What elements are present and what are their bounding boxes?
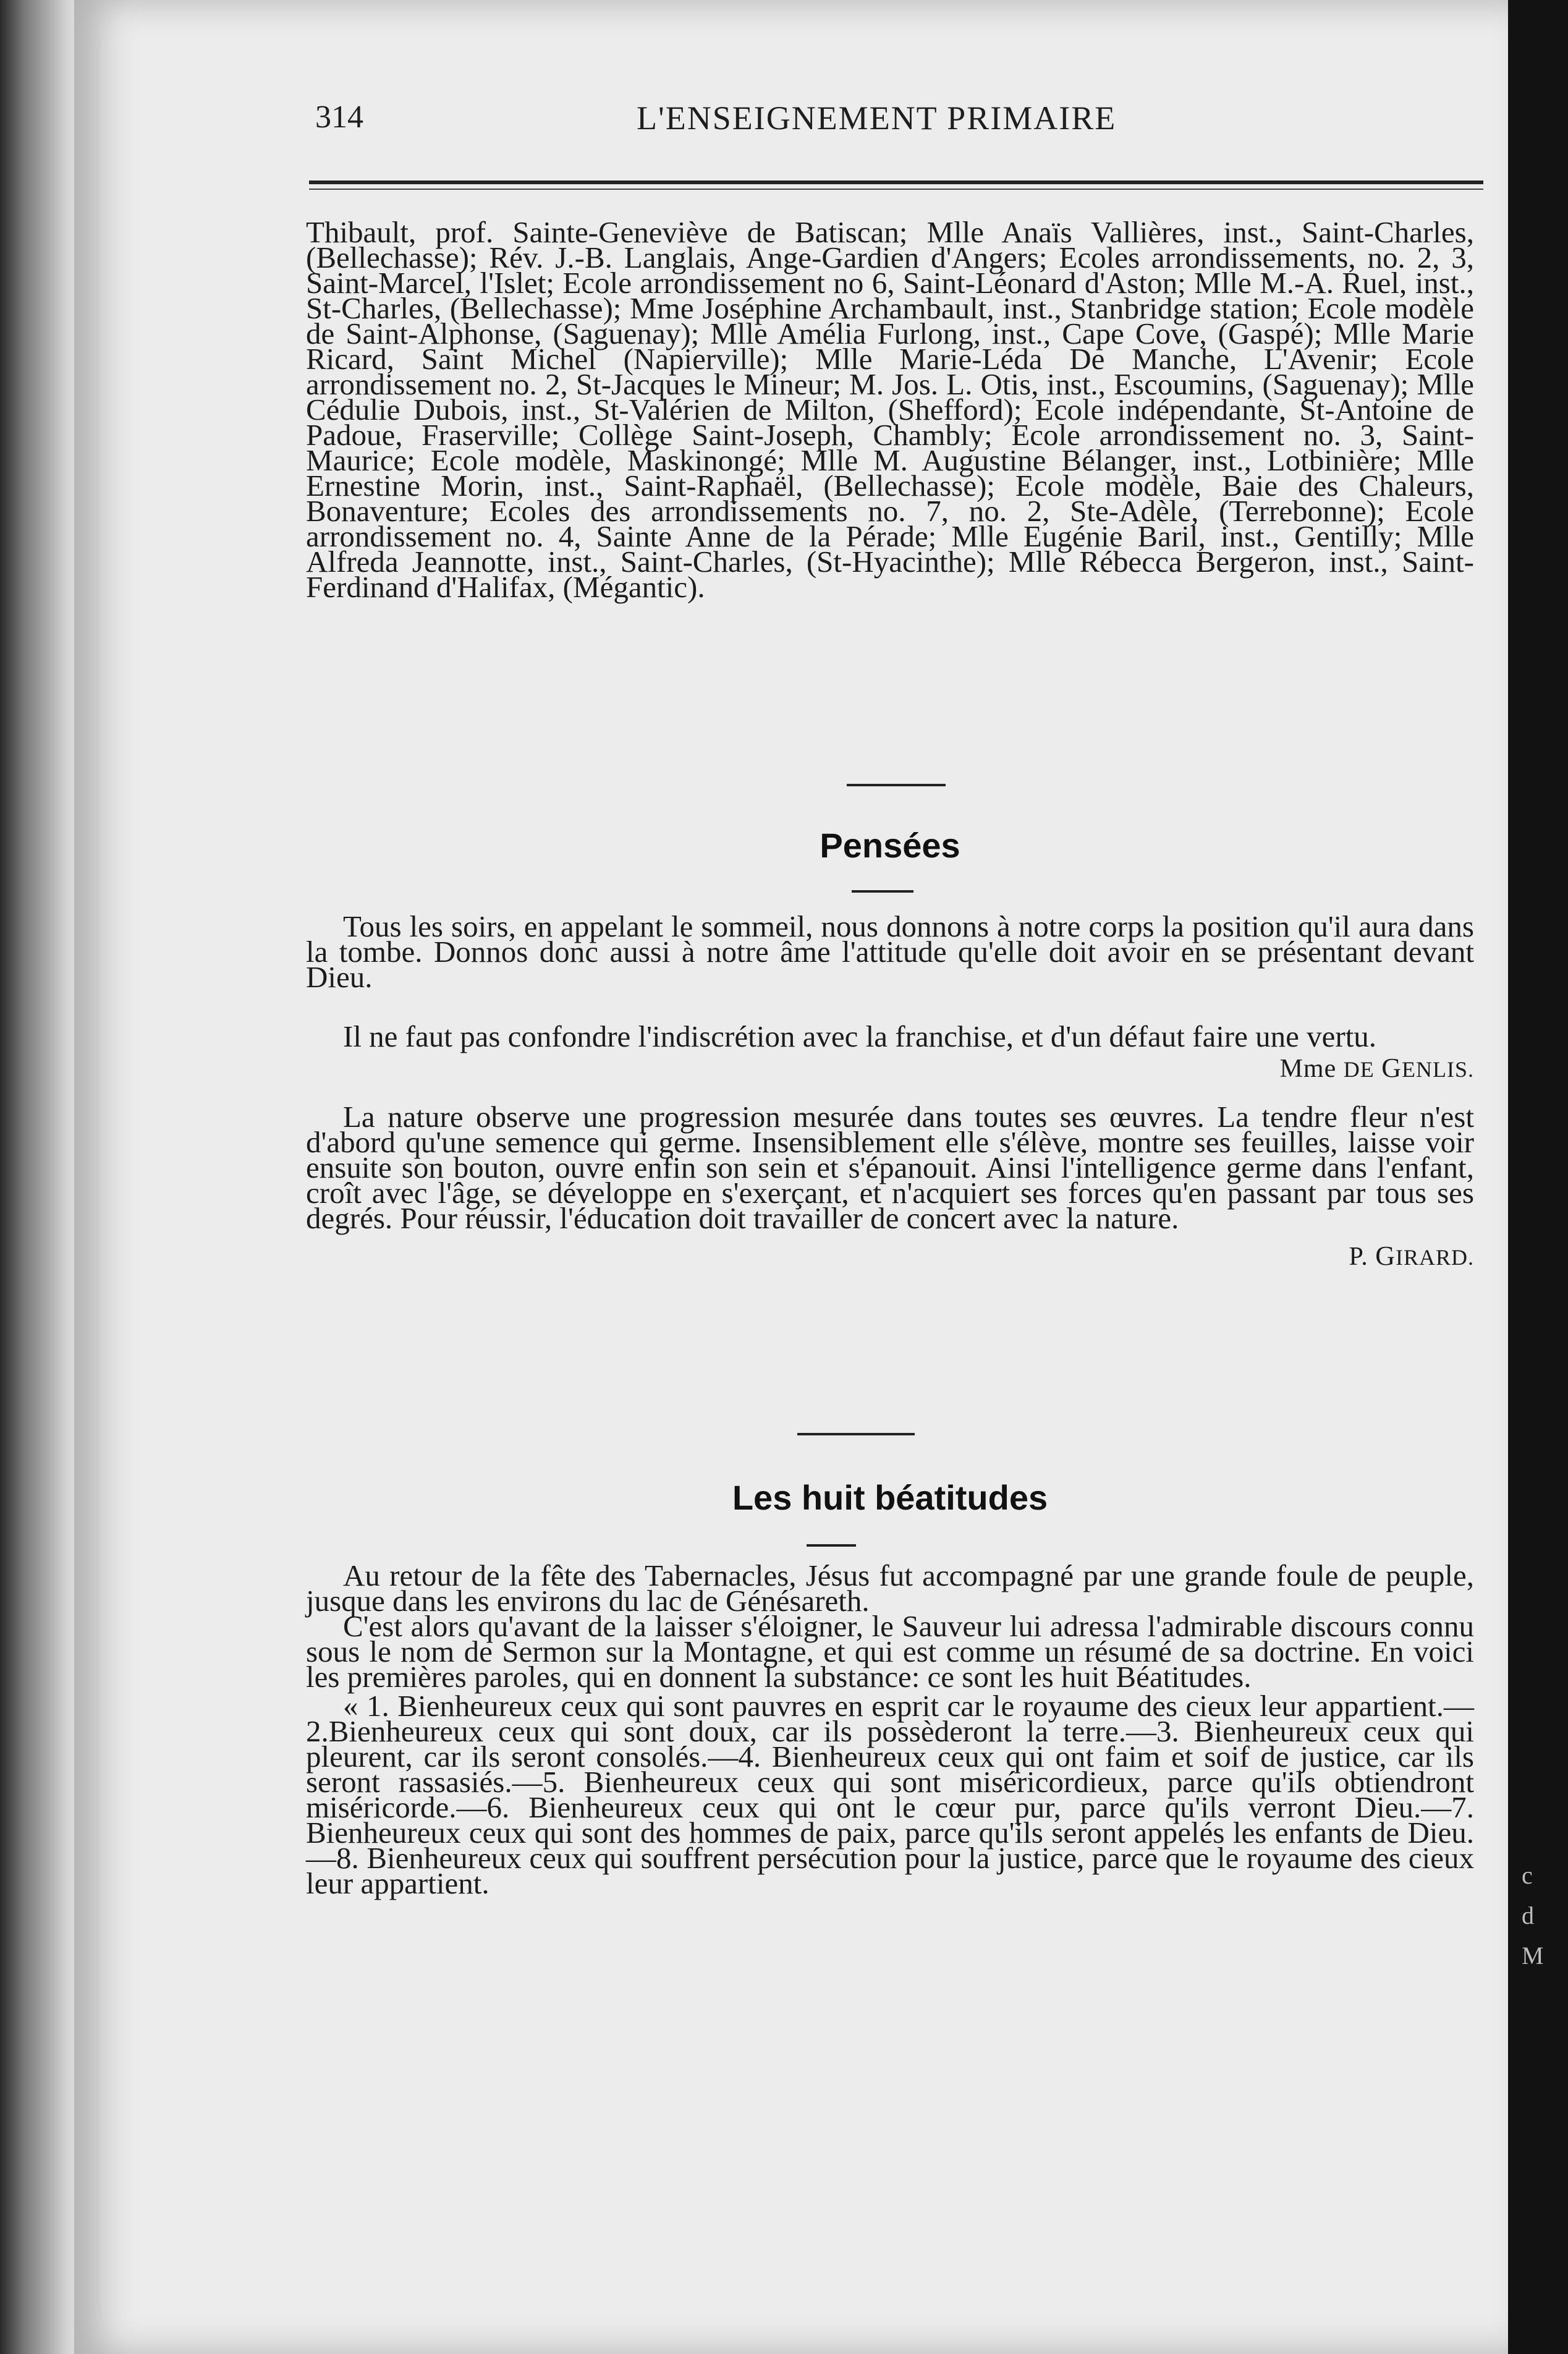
page-number: 314	[315, 100, 363, 135]
signature-prefix: P.	[1349, 1243, 1376, 1271]
page-header	[315, 99, 1205, 155]
header-rule	[309, 181, 1483, 184]
section-title-pensees: Pensées	[820, 826, 960, 865]
edge-fragment: c	[1522, 1861, 1533, 1889]
signature-initial: G	[1375, 1241, 1396, 1271]
signature-particle: DE	[1343, 1057, 1375, 1082]
signature-name: ENLIS.	[1402, 1057, 1474, 1082]
running-title: L'ENSEIGNEMENT PRIMAIRE	[637, 100, 1117, 137]
pensee-signature-2	[306, 1243, 1474, 1270]
pensee-signature-1	[306, 1055, 1474, 1082]
pensee-paragraph-2: Il ne faut pas confondre l'indiscrétion avec la franchise, et d'un défaut faire une vertu.	[343, 1019, 1377, 1053]
section-title-beatitudes: Les huit béatitudes	[732, 1478, 1048, 1517]
facing-page-edge	[1508, 0, 1568, 2354]
beatitudes-paragraph-1: Au retour de la fête des Tabernacles, Jésus fut accompagné par une grande foule de peuple, jusque dans les environs du lac de Génésareth.	[306, 1558, 1474, 1618]
beatitudes-paragraph-3: « 1. Bienheureux ceux qui sont pauvres en esprit car le royaume des cieux leur appartient.—2.Bienheureux ceux qui sont doux, car ils possèderont la terre.—3. Bienheureux ceux qui pleurent, car ils seront consolés.—4. Bienheureux ceux qui ont faim et soif de justice, car ils seront rassasiés.—5. Bienheureux ceux qui sont miséricordieux, parce qu'ils obtiendront miséricorde.—6. Bienheureux ceux qui ont le cœur pur, parce qu'ils verront Dieu.—7. Bienheureux ceux qui sont des hommes de paix, parce qu'ils seront appelés les enfants de Dieu.—8. Bienheureux ceux qui souffrent persécution pour la justice, parce que le royaume des cieux leur appartient.	[306, 1689, 1474, 1900]
pensee-paragraph-1: Tous les soirs, en appelant le sommeil, nous donnons à notre corps la position qu'il aura dans la tombe. Donnos donc aussi à notre âme l'attitude qu'elle doit avoir en se présentant devant Dieu.	[306, 909, 1474, 994]
signature-prefix: Mme	[1279, 1055, 1344, 1083]
pensee-paragraph-3: La nature observe une progression mesurée dans toutes ses œuvres. La tendre fleur n'est d'abord qu'une semence qui germe. Insensiblement elle s'élève, montre ses feuilles, laisse voir ensuite son bouton, ouvre enfin son sein et s'épanouit. Ainsi l'intelligence germe dans l'enfant, croît avec l'âge, se développe en s'exerçant, et n'acquiert ses forces qu'en passant par tous ses degrés. Pour réussir, l'éducation doit travailler de concert avec la nature.	[306, 1100, 1474, 1235]
header-rule-thin	[309, 189, 1483, 190]
school-list-text: Thibault, prof. Sainte-Geneviève de Batiscan; Mlle Anaïs Vallières, inst., Saint-Charles, (Bellechasse); Rév. J.-B. Langlais, Ange-Gardien d'Angers; Ecoles arrondissements, no. 2, 3, Saint-Marcel, l'Islet; Ecole arrondissement no 6, Saint-Léonard d'Aston; Mlle M.-A. Ruel, inst., St-Charles, (Bellechasse); Mme Joséphine Archambault, inst., Stanbridge station; Ecole modèle de Saint-Alphonse, (Saguenay); Mlle Amélia Furlong, inst., Cape Cove, (Gaspé); Mlle Marie Ricard, Saint Michel (Napierville); Mlle Marie-Léda De Manche, L'Avenir; Ecole arrondissement no. 2, St-Jacques le Mineur; M. Jos. L. Otis, inst., Escoumins, (Saguenay); Mlle Cédulie Dubois, inst., St-Valérien de Milton, (Shefford); Ecole indépendante, St-Antoine de Padoue, Fraserville; Collège Saint-Joseph, Chambly; Ecole arrondissement no. 3, Saint-Maurice; Ecole modèle, Maskinongé; Mlle M. Augustine Bélanger, inst., Lotbinière; Mlle Ernestine Morin, inst., Saint-Raphaël, (Bellechasse); Ecole modèle, Baie des Chaleurs, Bonaventure; Ecoles des arrondissements no. 7, no. 2, Ste-Adèle, (Terrebonne); Ecole arrondissement no. 4, Sainte Anne de la Pérade; Mlle Eugénie Baril, inst., Gentilly; Mlle Alfreda Jeannotte, inst., Saint-Charles, (St-Hyacinthe); Mlle Rébecca Bergeron, inst., Saint-Ferdinand d'Halifax, (Mégantic).	[306, 215, 1474, 604]
section-separator	[847, 784, 946, 786]
edge-fragment: M	[1522, 1942, 1544, 1969]
signature-initial: G	[1381, 1053, 1402, 1083]
beatitudes-body	[306, 1558, 1474, 1900]
beatitudes-paragraph-2: C'est alors qu'avant de la laisser s'éloigner, le Sauveur lui adressa l'admirable discours connu sous le nom de Sermon sur la Montagne, et qui est comme un résumé de sa doctrine. En voici les premières paroles, qui en donnent la substance: ce sont les huit Béatitudes.	[306, 1609, 1474, 1694]
section-separator	[797, 1433, 915, 1435]
pensees-body	[306, 909, 1474, 1271]
signature-name: IRARD.	[1395, 1245, 1474, 1270]
school-list-paragraph	[306, 215, 1474, 604]
title-underline	[852, 890, 913, 893]
title-underline	[807, 1544, 856, 1547]
edge-fragment: d	[1522, 1901, 1534, 1929]
